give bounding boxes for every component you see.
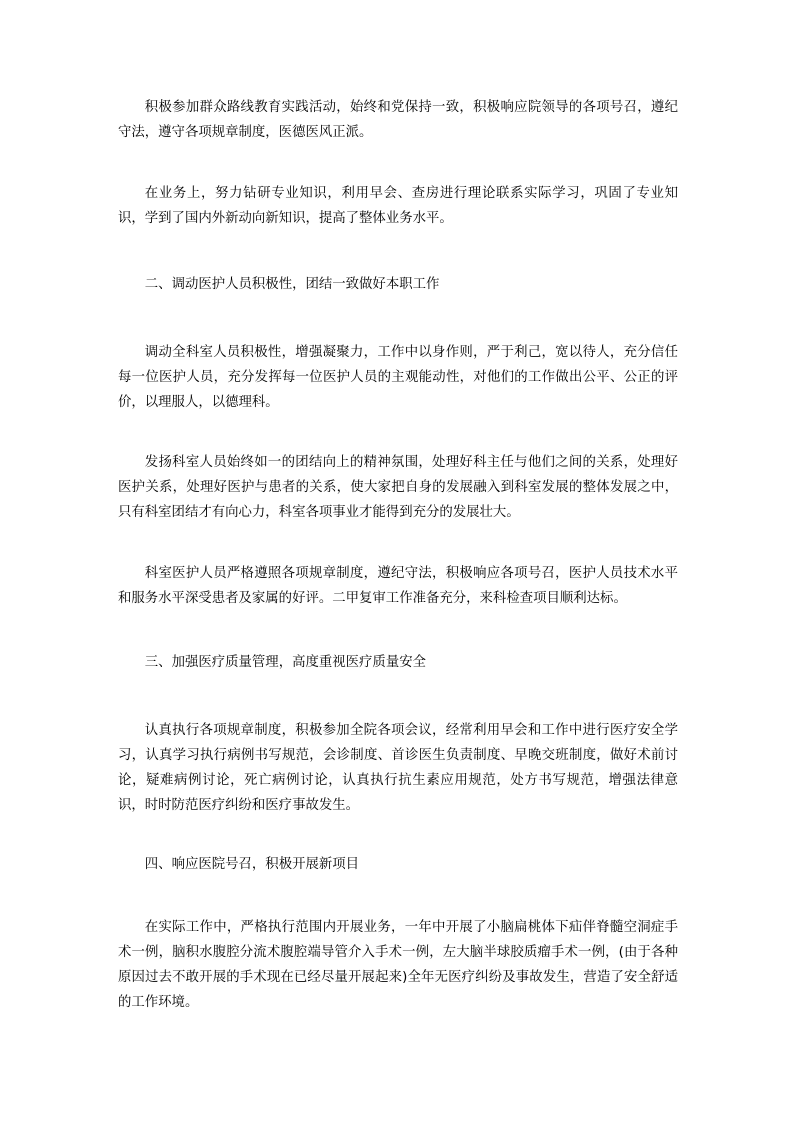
paragraph-regulations: 科室医护人员严格遵照各项规章制度，遵纪守法，积极响应各项号召，医护人员技术水平和服务水平深受患者及家属的好评。二甲复审工作准备充分，来科检查项目顺利达标。: [118, 566, 678, 606]
paragraph-team-spirit: 发扬科室人员始终如一的团结向上的精神氛围，处理好科主任与他们之间的关系，处理好医护关系，处理好医护与患者的关系，使大家把自身的发展融入到科室发展的整体发展之中，只有科室团结才有向心力，科室各项事业才能得到充分的发展壮大。: [118, 455, 678, 520]
paragraph-professional-study: 在业务上，努力钻研专业知识，利用早会、查房进行理论联系实际学习，巩固了专业知识，学到了国内外新动向新知识，提高了整体业务水平。: [118, 186, 678, 226]
paragraph-party-activities: 积极参加群众路线教育实践活动，始终和党保持一致，积极响应院领导的各项号召，遵纪守法，遵守各项规章制度，医德医风正派。: [118, 100, 678, 140]
paragraph-quality-management: 认真执行各项规章制度，积极参加全院各项会议，经常利用早会和工作中进行医疗安全学习，认真学习执行病例书写规范，会诊制度、首诊医生负责制度、早晚交班制度，做好术前讨论，疑难病例讨论，死亡病例讨论，认真执行抗生素应用规范，处方书写规范，增强法律意识，时时防范医疗纠纷和医疗事故发生。: [118, 723, 678, 813]
paragraph-new-projects: 在实际工作中，严格执行范围内开展业务，一年中开展了小脑扁桃体下疝伴脊髓空洞症手术一例，脑积水腹腔分流术腹腔端导管介入手术一例，左大脑半球胶质瘤手术一例，(由于各种原因过去不敢开展的手术现在已经尽量开展起来)全年无医疗纠纷及事故发生，营造了安全舒适的工作环境。: [118, 920, 678, 1010]
heading-section-two: 二、调动医护人员积极性，团结一致做好本职工作: [144, 277, 440, 292]
heading-section-three: 三、加强医疗质量管理，高度重视医疗质量安全: [144, 655, 426, 670]
heading-section-four: 四、响应医院号召，积极开展新项目: [144, 857, 360, 872]
paragraph-staff-motivation: 调动全科室人员积极性，增强凝聚力，工作中以身作则，严于利己，宽以待人，充分信任每一位医护人员，充分发挥每一位医护人员的主观能动性，对他们的工作做出公平、公正的评价，以理服人，以德理科。: [118, 345, 678, 410]
